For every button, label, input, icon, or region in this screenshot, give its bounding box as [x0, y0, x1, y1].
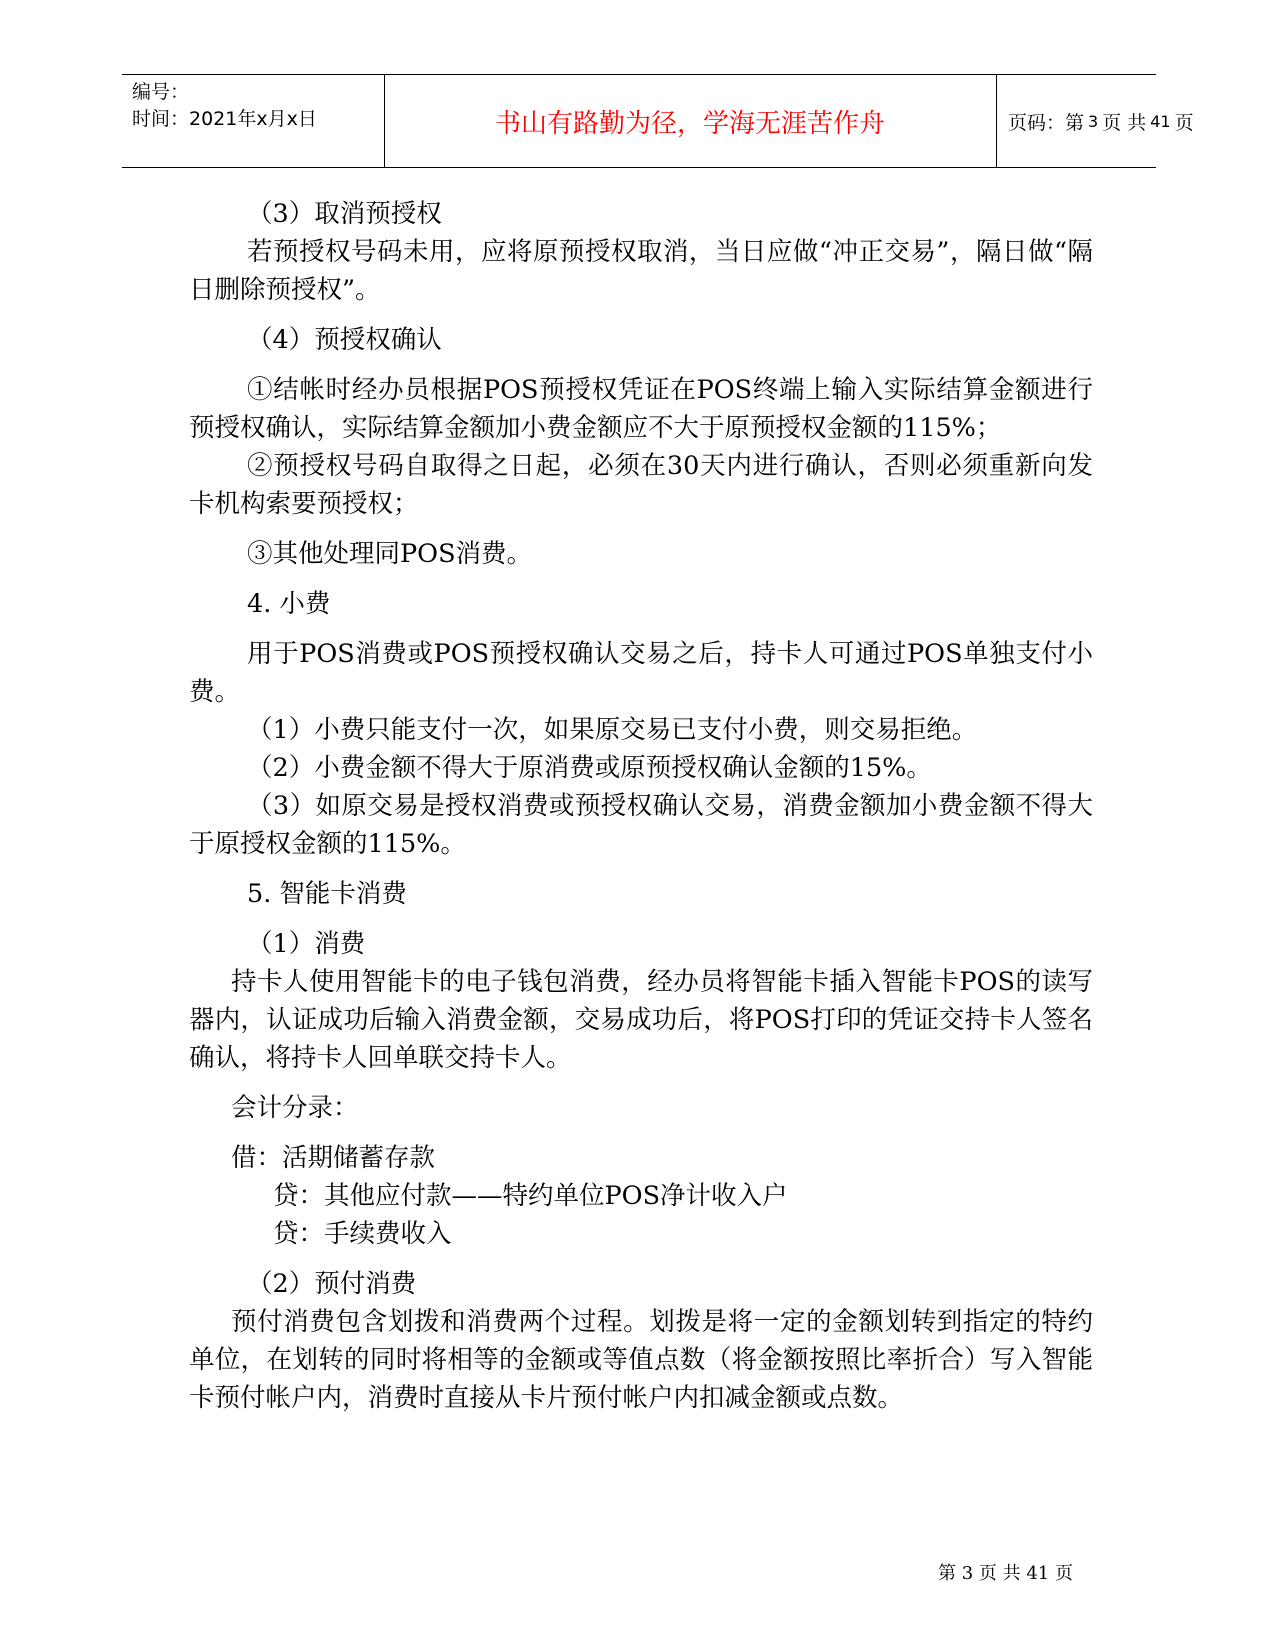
- paragraph: 若预授权号码未用，应将原预授权取消，当日应做“冲正交易”，隔日做“隔日删除预授权”。: [189, 237, 1093, 305]
- page-mid: 页 共: [1102, 111, 1147, 134]
- heading-preauth-confirm: （4）预授权确认: [247, 325, 442, 355]
- document-body: [189, 195, 1093, 1417]
- heading-cancel-preauth: （3）取消预授权: [247, 199, 442, 229]
- header-page-info: [1008, 75, 1194, 167]
- paragraph: （3）如原交易是授权消费或预授权确认交易，消费金额加小费金额不得大于原授权金额的115%。: [189, 791, 1093, 859]
- heading-prepaid: （2）预付消费: [247, 1269, 417, 1299]
- header-meta: [132, 79, 382, 133]
- header-motto: 书山有路勤为径，学海无涯苦作舟: [494, 108, 885, 139]
- heading-smartcard: 5. 智能卡消费: [247, 879, 407, 909]
- paragraph: ③其他处理同POS消费。: [247, 539, 533, 569]
- heading-tip: 4. 小费: [247, 589, 331, 619]
- page-footer: 第 3 页 共 41 页: [938, 1563, 1073, 1584]
- paragraph: ②预授权号码自取得之日起，必须在30天内进行确认，否则必须重新向发卡机构索要预授权；: [189, 451, 1093, 519]
- page-suffix: 页: [1174, 111, 1194, 134]
- paragraph: 持卡人使用智能卡的电子钱包消费，经办员将智能卡插入智能卡POS的读写器内，认证成功后输入消费金额，交易成功后，将POS打印的凭证交持卡人签名确认，将持卡人回单联交持卡人。: [189, 967, 1093, 1073]
- paragraph: （1）小费只能支付一次，如果原交易已支付小费，则交易拒绝。: [247, 715, 978, 745]
- header-divider: [996, 75, 997, 167]
- time-label: 时间：2021年x月x日: [132, 108, 317, 130]
- paragraph: 预付消费包含划拨和消费两个过程。划拨是将一定的金额划转到指定的特约单位，在划转的同时将相等的金额或等值点数（将金额按照比率折合）写入智能卡预付帐户内，消费时直接从卡片预付帐户内扣减金额或点数。: [189, 1307, 1093, 1413]
- heading-consume: （1）消费: [247, 929, 366, 959]
- header-table: [122, 74, 1194, 168]
- credit-line: 贷：手续费收入: [273, 1219, 452, 1249]
- number-label: 编号：: [132, 81, 190, 103]
- page-number: 3: [1088, 111, 1099, 131]
- credit-line: 贷：其他应付款——特约单位POS净计收入户: [273, 1181, 788, 1211]
- debit-line: 借：活期储蓄存款: [231, 1143, 436, 1173]
- page-prefix: 页码：第: [1008, 111, 1085, 134]
- paragraph: 用于POS消费或POS预授权确认交易之后，持卡人可通过POS单独支付小费。: [189, 639, 1093, 707]
- accounting-entry-label: 会计分录：: [231, 1093, 359, 1123]
- paragraph: （2）小费金额不得大于原消费或原预授权确认金额的15%。: [247, 753, 932, 783]
- paragraph: ①结帐时经办员根据POS预授权凭证在POS终端上输入实际结算金额进行预授权确认，实际结算金额加小费金额应不大于原预授权金额的115%；: [189, 375, 1093, 443]
- page-total: 41: [1150, 111, 1171, 131]
